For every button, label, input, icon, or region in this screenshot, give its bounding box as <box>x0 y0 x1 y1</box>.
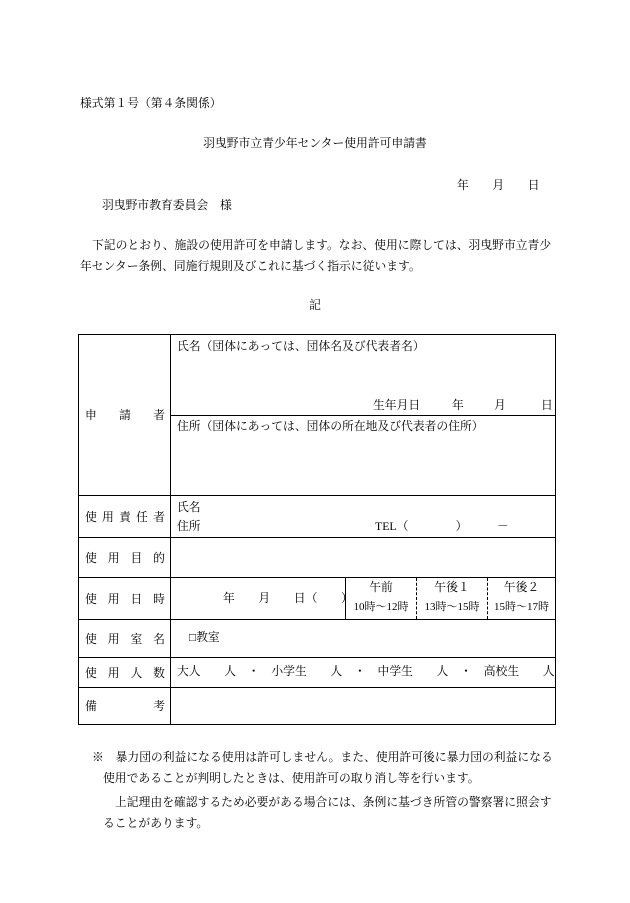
birth-date-label: 生年月日 <box>373 398 421 412</box>
time-slot-name: 午後２ <box>503 580 540 594</box>
note-line-2: 使用であることが判明したときは、使用許可の取り消し等を行います。 <box>103 771 480 785</box>
responsible-address-caption: 住所 <box>177 519 201 533</box>
responsible-tel: TEL（ ） － <box>375 519 509 533</box>
usage-date-text: 年 月 日（ ） <box>223 591 353 605</box>
intro-line-2: 年センター条例、同施行規則及びこれに基づく指示に従います。 <box>80 259 421 273</box>
time-slot-name: 午前 <box>369 580 393 594</box>
note-line-4: ることがあります。 <box>103 816 209 830</box>
headcount-label-cell <box>79 658 171 687</box>
headcount-value-cell <box>171 658 555 687</box>
time-slot-name: 午後１ <box>434 580 470 594</box>
intro-line-1: 下記のとおり、施設の使用許可を申請します。なお、使用に際しては、羽曳野市立青少 <box>92 238 552 252</box>
addressee: 羽曳野市教育委員会 様 <box>102 198 232 212</box>
room-value-cell <box>171 620 555 657</box>
remarks-row <box>79 687 555 724</box>
applicant-row <box>79 335 555 495</box>
remarks-label: 備 考 <box>85 699 165 713</box>
datetime-value-cell <box>171 578 555 619</box>
responsible-value-cell <box>171 496 555 537</box>
time-slot-afternoon-2 <box>487 578 555 619</box>
datetime-row <box>79 577 555 619</box>
form-number: 様式第１号（第４条関係） <box>80 96 222 110</box>
purpose-value-cell <box>171 538 555 577</box>
time-slot-hours: 13時～15時 <box>424 601 480 613</box>
applicant-label: 申 請 者 <box>85 408 165 422</box>
applicant-address-caption: 住所（団体にあっては、団体の所在地及び代表者の住所） <box>177 419 484 433</box>
room-option-classroom: □教室 <box>189 630 220 644</box>
datetime-label: 使 用 日 時 <box>85 591 165 606</box>
time-slot-morning <box>345 578 416 619</box>
applicant-name-caption: 氏名（団体にあっては、団体名及び代表者名） <box>177 339 425 353</box>
purpose-row <box>79 537 555 577</box>
date-line: 年 月 日 <box>457 178 540 192</box>
document-title: 羽曳野市立青少年センター使用許可申請書 <box>203 136 427 150</box>
applicant-name-area <box>171 335 555 416</box>
note-line-1: ※ 暴力団の利益になる使用は許可しません。また、使用許可後に暴力団の利益になる <box>92 750 553 764</box>
room-row <box>79 619 555 657</box>
birth-day-label: 日 <box>541 398 553 412</box>
room-label: 使 用 室 名 <box>85 631 165 646</box>
birth-year-label: 年 <box>452 398 464 412</box>
responsible-name-caption: 氏名 <box>177 500 201 514</box>
remarks-value-cell <box>171 688 555 724</box>
ki-heading: 記 <box>309 298 321 312</box>
headcount-label: 使 用 人 数 <box>85 665 165 680</box>
note-line-3: 上記理由を確認するため必要がある場合には、条例に基づき所管の警察署に照会す <box>115 795 552 809</box>
responsible-label-cell <box>79 496 171 537</box>
time-slot-hours: 10時～12時 <box>353 601 409 613</box>
applicant-label-cell <box>79 335 171 495</box>
responsible-row <box>79 495 555 537</box>
applicant-address-area <box>171 416 555 495</box>
headcount-breakdown: 大人 人 ・ 小学生 人 ・ 中学生 人 ・ 高校生 人 <box>177 664 555 678</box>
applicant-value-cell <box>171 335 555 495</box>
time-slot-afternoon-1 <box>416 578 487 619</box>
headcount-row <box>79 657 555 687</box>
birth-month-label: 月 <box>494 398 506 412</box>
purpose-label-cell <box>79 538 171 577</box>
application-table <box>78 334 556 725</box>
remarks-label-cell <box>79 688 171 724</box>
datetime-label-cell <box>79 578 171 619</box>
time-slot-hours: 15時～17時 <box>494 601 549 613</box>
responsible-label: 使 用 責 任 者 <box>85 509 165 524</box>
purpose-label: 使 用 目 的 <box>85 550 165 565</box>
room-label-cell <box>79 620 171 657</box>
